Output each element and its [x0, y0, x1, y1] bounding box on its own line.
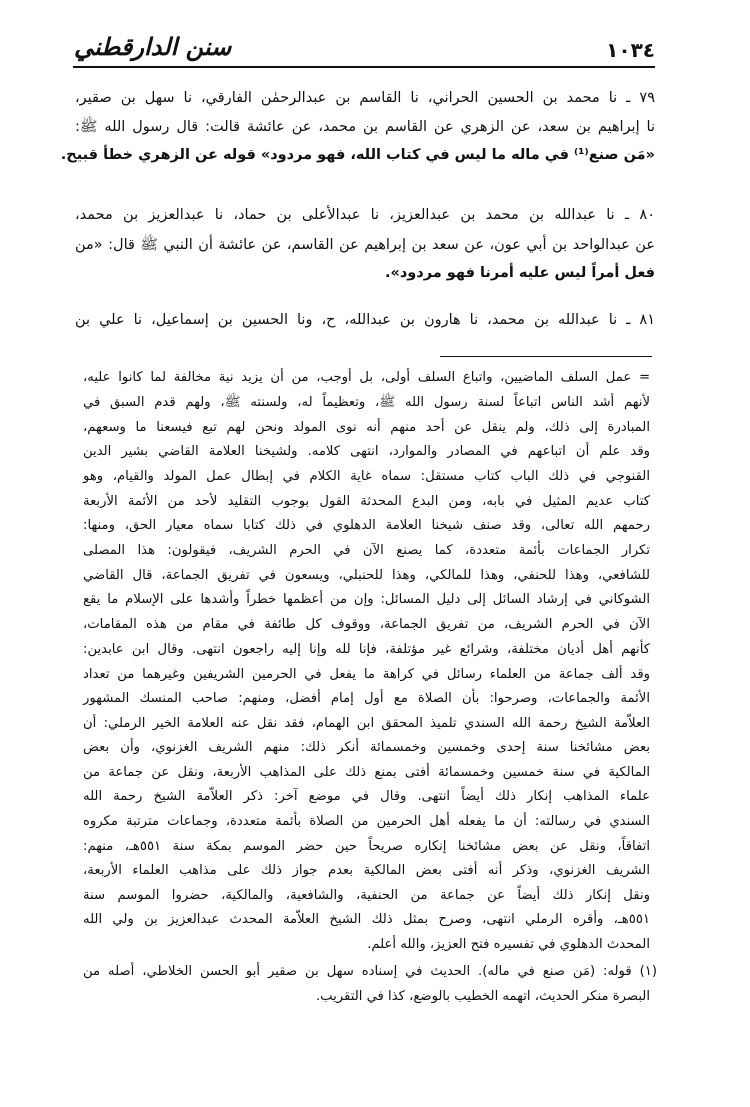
footnote-line: للشافعي، وهذا للحنفي، وهذا للمالكي، وهذا للحنبلي، ويسعون في تفريق الجماعة، قال القاضي [83, 568, 650, 583]
footnote-line: اتفاقاً، ونقل عن بعض مشائخنا إنكاره صريحاً حين حضر الموسم بمكة سنة ٥٥١هـ، منهم: [83, 839, 651, 854]
footnote-line: رحمهم الله تعالى، وقد صنف شيخنا العلامة الدهلوي في ذلك كتابا سماه معيار الحق، ومنها: [83, 518, 650, 533]
footnote-line: السندي في رسالته: أن ما يفعله أهل الحرمين من الصلاة بأئمة متعددة، وجماعات مترتبة مكروه [83, 814, 650, 829]
footnote-line: الآن في الحرم الشريف، من تفريق الجماعة، ووقوف كل طائفة في مقام من هذه المقامات، [83, 617, 650, 632]
footnote-line: = عمل السلف الماضيين، واتباع السلف أولى، بل أوجب، من أن يزيد نية مخالفة لما كانوا عليه، [83, 370, 650, 385]
footnote-1-line: (١) قوله: (مَن صنع في ماله). الحديث في إسناده سهل بن صقير أبو الحسن الخلاطي، أصله من [83, 964, 657, 979]
footnote-line: علماء المذاهب إنكار ذلك أيضاً انتهى. وقال في موضع آخر: ذكر العلاّمة الشيخ رحمة الله [83, 789, 650, 804]
footnote-line: بعض مشائخنا سنة إحدى وخمسين وخمسمائة أنكر ذلك: منهم الشريف الغزنوي، وأن بعض [83, 740, 650, 755]
hadith-80-line: فعل أمراً ليس عليه أمرنا فهو مردود». [384, 265, 655, 281]
footnote-line: القنوجي في ذلك الباب كتاب مستقل: سماه غاية الكلام في إبطال عمل المولد والقيام، وهو [83, 469, 650, 484]
footnote-line: تكرار الجماعات بأئمة متعددة، كما يصنع الآن في الحرم الشريف، فيقولون: هذا المصلى [83, 543, 650, 558]
footnote-line: العلاّمة الشيخ رحمة الله السندي تلميذ المحقق ابن الهمام، فقد نقل عنه العلامة الخير الرملي: أن [83, 716, 650, 731]
footnote-rule [440, 356, 652, 357]
header-rule [73, 66, 655, 68]
hadith-79-line: نا إبراهيم بن سعد، عن الزهري عن القاسم بن محمد، عن عائشة قالت: قال رسول الله ﷺ: [75, 119, 655, 135]
footnote-line: وقد علم أن اتباعهم في المصادر والموارد، انتهى كلامه. ولشيخنا العلامة القاضي بشير الدين [83, 444, 650, 459]
footnote-1-line: البصرة منكر الحديث، اتهمه الخطيب بالوضع، كذا في التقريب. [315, 989, 650, 1004]
hadith-79-line: ٧٩ ـ نا محمد بن الحسين الحراني، نا القاسم بن عبدالرحمٰن الفارقي، نا سهل بن صقير، [75, 90, 655, 106]
footnote-line: وقد ألف جماعة من العلماء رسائل في كراهة ما يفعل في الحرمين الشريفين وغيرهما من تعداد [83, 667, 650, 682]
footnote-line: المبادرة إلى ذلك، ولم ينقل عن أحد منهم أنه نوى المولد ونحن لهم تبع فيسعنا ما وسعهم، [83, 420, 650, 435]
book-title: سنن الدارقطني [74, 32, 232, 61]
footnote-line: الشريف الغزنوي، وذكر أنه أفتى بعض المالكية بعدم جواز ذلك على مذاهب العلماء الأربعة، [83, 863, 650, 878]
hadith-79-line: «مَن صنع⁽¹⁾ في ماله ما ليس في كتاب الله، فهو مردود» قوله عن الزهري خطأ قبيح. [60, 147, 655, 163]
hadith-81-line: ٨١ ـ نا عبدالله بن محمد، نا هارون بن عبدالله، ح، ونا الحسين بن إسماعيل، نا علي بن [75, 312, 655, 328]
footnote-line: ونقل إنكار ذلك أيضاً عن جماعة من الحنفية، والشافعية، والمالكية، حضروا الموسم سنة [83, 888, 650, 903]
hadith-80-line: ٨٠ ـ نا عبدالله بن محمد بن عبدالعزيز، نا عبدالأعلى بن حماد، نا عبدالعزيز بن محمد، [75, 207, 655, 223]
footnote-line: المحدث الدهلوي في تفسيره فتح العزيز، والله أعلم. [367, 937, 650, 952]
footnote-line: المالكية في سنة خمسين وخمسمائة أفتى بمنع ذلك على المذاهب الأربعة، ونقل عن جماعة من [83, 765, 650, 780]
footnote-line: ٥٥١هـ، وأقره الرملي انتهى، وصرح بمثل ذلك الشيخ العلاّمة المحدث عبدالعزيز بن ولي الله [83, 912, 650, 927]
footnote-line: كتاب عديم المثيل في بابه، ومن البدع المحدثة القول بوجوب التقليد لأحد من الأئمة الأربعة [83, 494, 650, 509]
footnote-line: كأنهم أهل أديان مختلفة، وشرائع غير مؤتلفة، فإنا لله وإنا إليه راجعون انتهى. وقال ابن عابدين: [83, 642, 650, 657]
hadith-80-line: عن عبدالواحد بن أبي عون، عن سعد بن إبراهيم عن القاسم، عن عائشة أن النبي ﷺ قال: «من [75, 237, 655, 253]
footnote-line: الشوكاني في إرشاد السائل إلى دليل المسائل: وإن من أعظمها خطراً وأشدها على الإسلام ما يقع [83, 592, 650, 607]
footnote-line: لأنهم أشد الناس اتباعاً لسنة رسول الله ﷺ، وتعظيماً له، ولسنته ﷺ، ولهم قدم السبق في [83, 395, 650, 410]
page-number: ١٠٣٤ [606, 38, 655, 62]
footnote-line: الأئمة والجماعات، وصرحوا: بأن الصلاة مع أول إمام أفضل، ومنهم: صاحب المنسك المشهور [83, 691, 650, 706]
